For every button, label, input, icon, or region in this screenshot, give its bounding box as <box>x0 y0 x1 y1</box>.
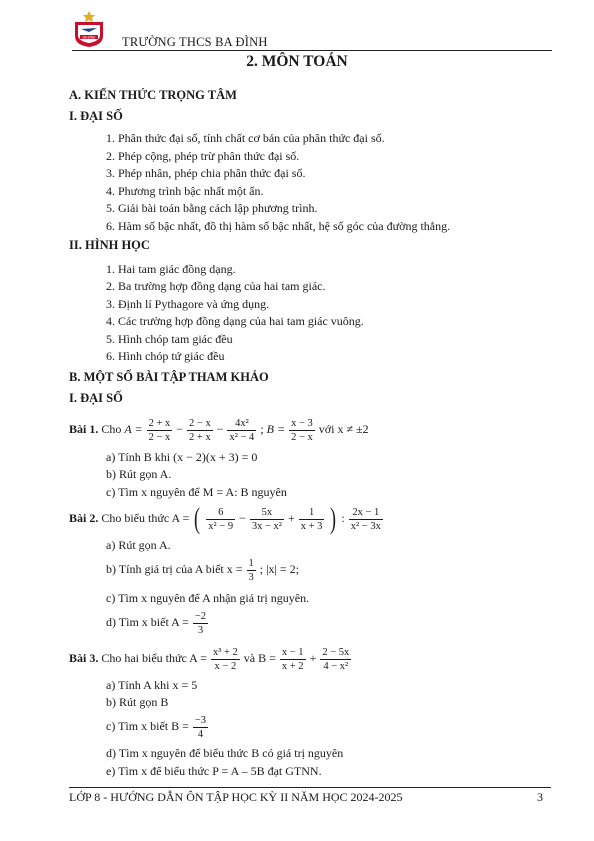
bai1-fraction-2: $\frac{2 - x}{2 + x}$ <box>189 417 211 443</box>
geometry-item: 2. Ba trường hợp đồng dạng của hai tam giác. <box>106 279 326 293</box>
algebra-heading: I. ĐẠI SỐ <box>69 109 123 123</box>
algebra-item: 1. Phân thức đại số, tính chất cơ bản của phân thức đại số. <box>106 131 385 145</box>
algebra-item: 6. Hàm số bậc nhất, đồ thị hàm số bậc nhất, hệ số góc của đường thẳng. <box>106 219 451 233</box>
bai1-a-eq: A = <box>124 422 143 436</box>
bai3-fraction-a: $\frac{\text{x³ + 2}}{x - 2}$ <box>212 646 238 672</box>
bai2-fraction-4: $\frac{2x - 1}{\text{x² − 3x}}$ <box>350 506 381 532</box>
bai2-fraction-1: $\frac{6}{\text{x² − 9}}$ <box>208 506 234 532</box>
geometry-item: 1. Hai tam giác đồng dạng. <box>106 262 236 276</box>
footer-text: LỚP 8 - HƯỚNG DẪN ÔN TẬP HỌC KỲ II NĂM HỌC 2024-2025 <box>69 790 403 804</box>
section-b-heading: B. MỘT SỐ BÀI TẬP THAM KHẢO <box>69 370 269 384</box>
bai2-part-a: a) Rút gọn A. <box>106 538 171 552</box>
algebra-item: 5. Giải bài toán bằng cách lập phương trình. <box>106 201 318 215</box>
bai3-part-b: b) Rút gọn B <box>106 695 169 709</box>
bai2-fraction-2: $\frac{5x}{\text{3x − x²}}$ <box>251 506 282 532</box>
bai1-part-b: b) Rút gọn A. <box>106 467 172 481</box>
school-name: TRƯỜNG THCS BA ĐÌNH <box>122 35 268 49</box>
bai1-cho: Cho <box>101 422 122 436</box>
bai2-part-b: b) Tính giá trị của A biết x = $\frac{1}{3}$ ; |x| = 2; <box>106 557 300 583</box>
bai1-b-eq: B = <box>266 422 286 436</box>
bai1-fraction-1: $\frac{2 + x}{2 - x}$ <box>148 417 171 443</box>
page-title: 2. MÔN TOÁN <box>246 53 348 70</box>
bai1-part-a: a) Tính B khi (x − 2)(x + 3) = 0 <box>106 450 258 464</box>
bai2-fraction-3: $\frac{1}{x + 3}$ <box>300 506 323 532</box>
algebra-item: 3. Phép nhân, phép chia phân thức đại số. <box>106 166 306 180</box>
section-a-heading: A. KIẾN THỨC TRỌNG TÂM <box>69 88 237 102</box>
bai3-part-e: e) Tìm x để biểu thức P = A – 5B đạt GTNN. <box>106 764 322 778</box>
header-rule <box>72 50 552 51</box>
geometry-item: 5. Hình chóp tam giác đều <box>106 332 233 346</box>
bai2-part-d: d) Tìm x biết A = $\frac{-2}{3}$ <box>106 610 207 636</box>
bai1-statement: Bài 1. Cho A = $\frac{2 + x}{2 - x}$ − $\frac{2 - x}{2 + x}$ − $\frac{\text{4x²}}{\text{x² − 4}}$ ; B = $\frac{x - 3}{2 - x}$ với x ≠ ±2 <box>69 417 369 443</box>
bai3-part-d: d) Tìm x nguyên để biểu thức B có giá trị nguyên <box>106 746 344 760</box>
bai2-statement: Bài 2. Cho biểu thức A = ( $\frac{6}{\text{x² − 9}}$ − $\frac{5x}{\text{3x − x²}}$ + $\frac{1}{x + 3}$ ) : $\frac{2x - 1}{\text{x² − 3x}}$ <box>69 502 381 536</box>
logo-text: BA ĐÌNH <box>82 35 96 40</box>
bai3-statement: Bài 3. Cho hai biểu thức A = $\frac{\text{x³ + 2}}{x - 2}$ và B = $\frac{x - 1}{x + 2}$ + $\frac{2 - 5x}{\text{4 − x²}}$ <box>69 646 350 672</box>
geometry-item: 4. Các trường hợp đồng dạng của hai tam giác vuông. <box>106 314 364 328</box>
bai2-label: Bài 2. <box>69 511 99 525</box>
bai3-part-a: a) Tính A khi x = 5 <box>106 678 198 692</box>
footer-rule <box>69 787 551 788</box>
algebra-item: 4. Phương trình bậc nhất một ẩn. <box>106 184 264 198</box>
bai3-part-c: c) Tìm x biết B = $\frac{-3}{4}$ <box>106 714 207 740</box>
algebra-item: 2. Phép cộng, phép trừ phân thức đại số. <box>106 149 300 163</box>
bai1-part-c: c) Tìm x nguyên để M = A: B nguyên <box>106 485 287 499</box>
geometry-heading: II. HÌNH HỌC <box>69 238 150 252</box>
bai1-condition: với x ≠ ±2 <box>318 422 369 436</box>
page-number: 3 <box>537 790 543 804</box>
bai1-fraction-4: $\frac{x - 3}{2 - x}$ <box>291 417 313 443</box>
page-header <box>72 10 552 52</box>
bai3-label: Bài 3. <box>69 651 99 665</box>
geometry-item: 6. Hình chóp tứ giác đều <box>106 349 225 363</box>
bai2-part-c: c) Tìm x nguyên để A nhận giá trị nguyên. <box>106 591 310 605</box>
school-logo <box>72 10 106 48</box>
bai1-fraction-3: $\frac{\text{4x²}}{\text{x² − 4}}$ <box>229 417 255 443</box>
bai3-fraction-b2: $\frac{2 - 5x}{\text{4 − x²}}$ <box>322 646 350 672</box>
bai1-label: Bài 1. <box>69 422 99 436</box>
algebra-heading-b: I. ĐẠI SỐ <box>69 391 123 405</box>
bai3-fraction-b1: $\frac{x - 1}{x + 2}$ <box>281 646 304 672</box>
geometry-item: 3. Định lí Pythagore và ứng dụng. <box>106 297 270 311</box>
